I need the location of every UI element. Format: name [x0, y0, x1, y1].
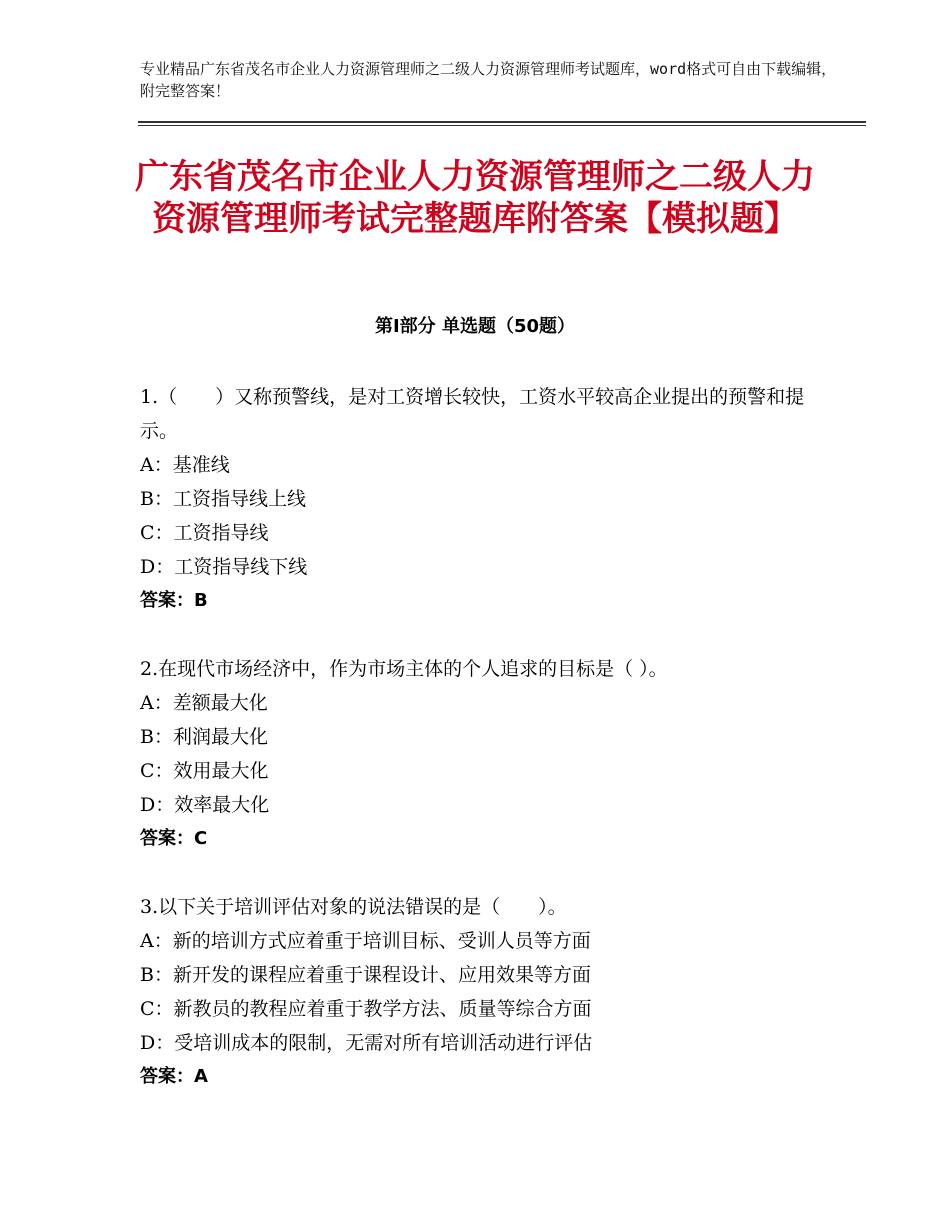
option-d: D：效率最大化 [140, 794, 270, 816]
header-rule-thick [138, 121, 866, 123]
option-c: C：效用最大化 [140, 760, 269, 782]
option-c: C：工资指导线 [140, 522, 269, 544]
document-title: 广东省茂名市企业人力资源管理师之二级人力资源管理师考试完整题库附答案【模拟题】 [135, 157, 815, 239]
question-list [140, 380, 820, 1128]
question-1 [140, 380, 820, 618]
option-d: D：受培训成本的限制，无需对所有培训活动进行评估 [140, 1032, 593, 1054]
answer: 答案：B [140, 590, 208, 611]
option-a: A：差额最大化 [140, 692, 268, 714]
header-note: 专业精品广东省茂名市企业人力资源管理师之二级人力资源管理师考试题库，word格式可自由下载编辑，附完整答案！ [140, 60, 837, 100]
answer: 答案：C [140, 828, 208, 849]
option-b: B：利润最大化 [140, 726, 268, 748]
option-a: A：新的培训方式应着重于培训目标、受训人员等方面 [140, 930, 591, 952]
question-stem: 3.以下关于培训评估对象的说法错误的是（ ）。 [140, 896, 567, 918]
answer: 答案：A [140, 1066, 208, 1087]
question-3 [140, 890, 820, 1094]
header-rule-thin [138, 125, 866, 126]
option-c: C：新教员的教程应着重于教学方法、质量等综合方面 [140, 998, 592, 1020]
option-b: B：工资指导线上线 [140, 488, 306, 510]
option-d: D：工资指导线下线 [140, 556, 308, 578]
option-a: A：基准线 [140, 454, 230, 476]
question-stem: 1.（ ）又称预警线，是对工资增长较快，工资水平较高企业提出的预警和提示。 [140, 386, 805, 442]
question-2 [140, 652, 820, 856]
question-stem: 2.在现代市场经济中，作为市场主体的个人追求的目标是（ ）。 [140, 658, 668, 680]
section-title: 第Ⅰ部分 单选题（50题） [374, 316, 575, 337]
option-b: B：新开发的课程应着重于课程设计、应用效果等方面 [140, 964, 591, 986]
